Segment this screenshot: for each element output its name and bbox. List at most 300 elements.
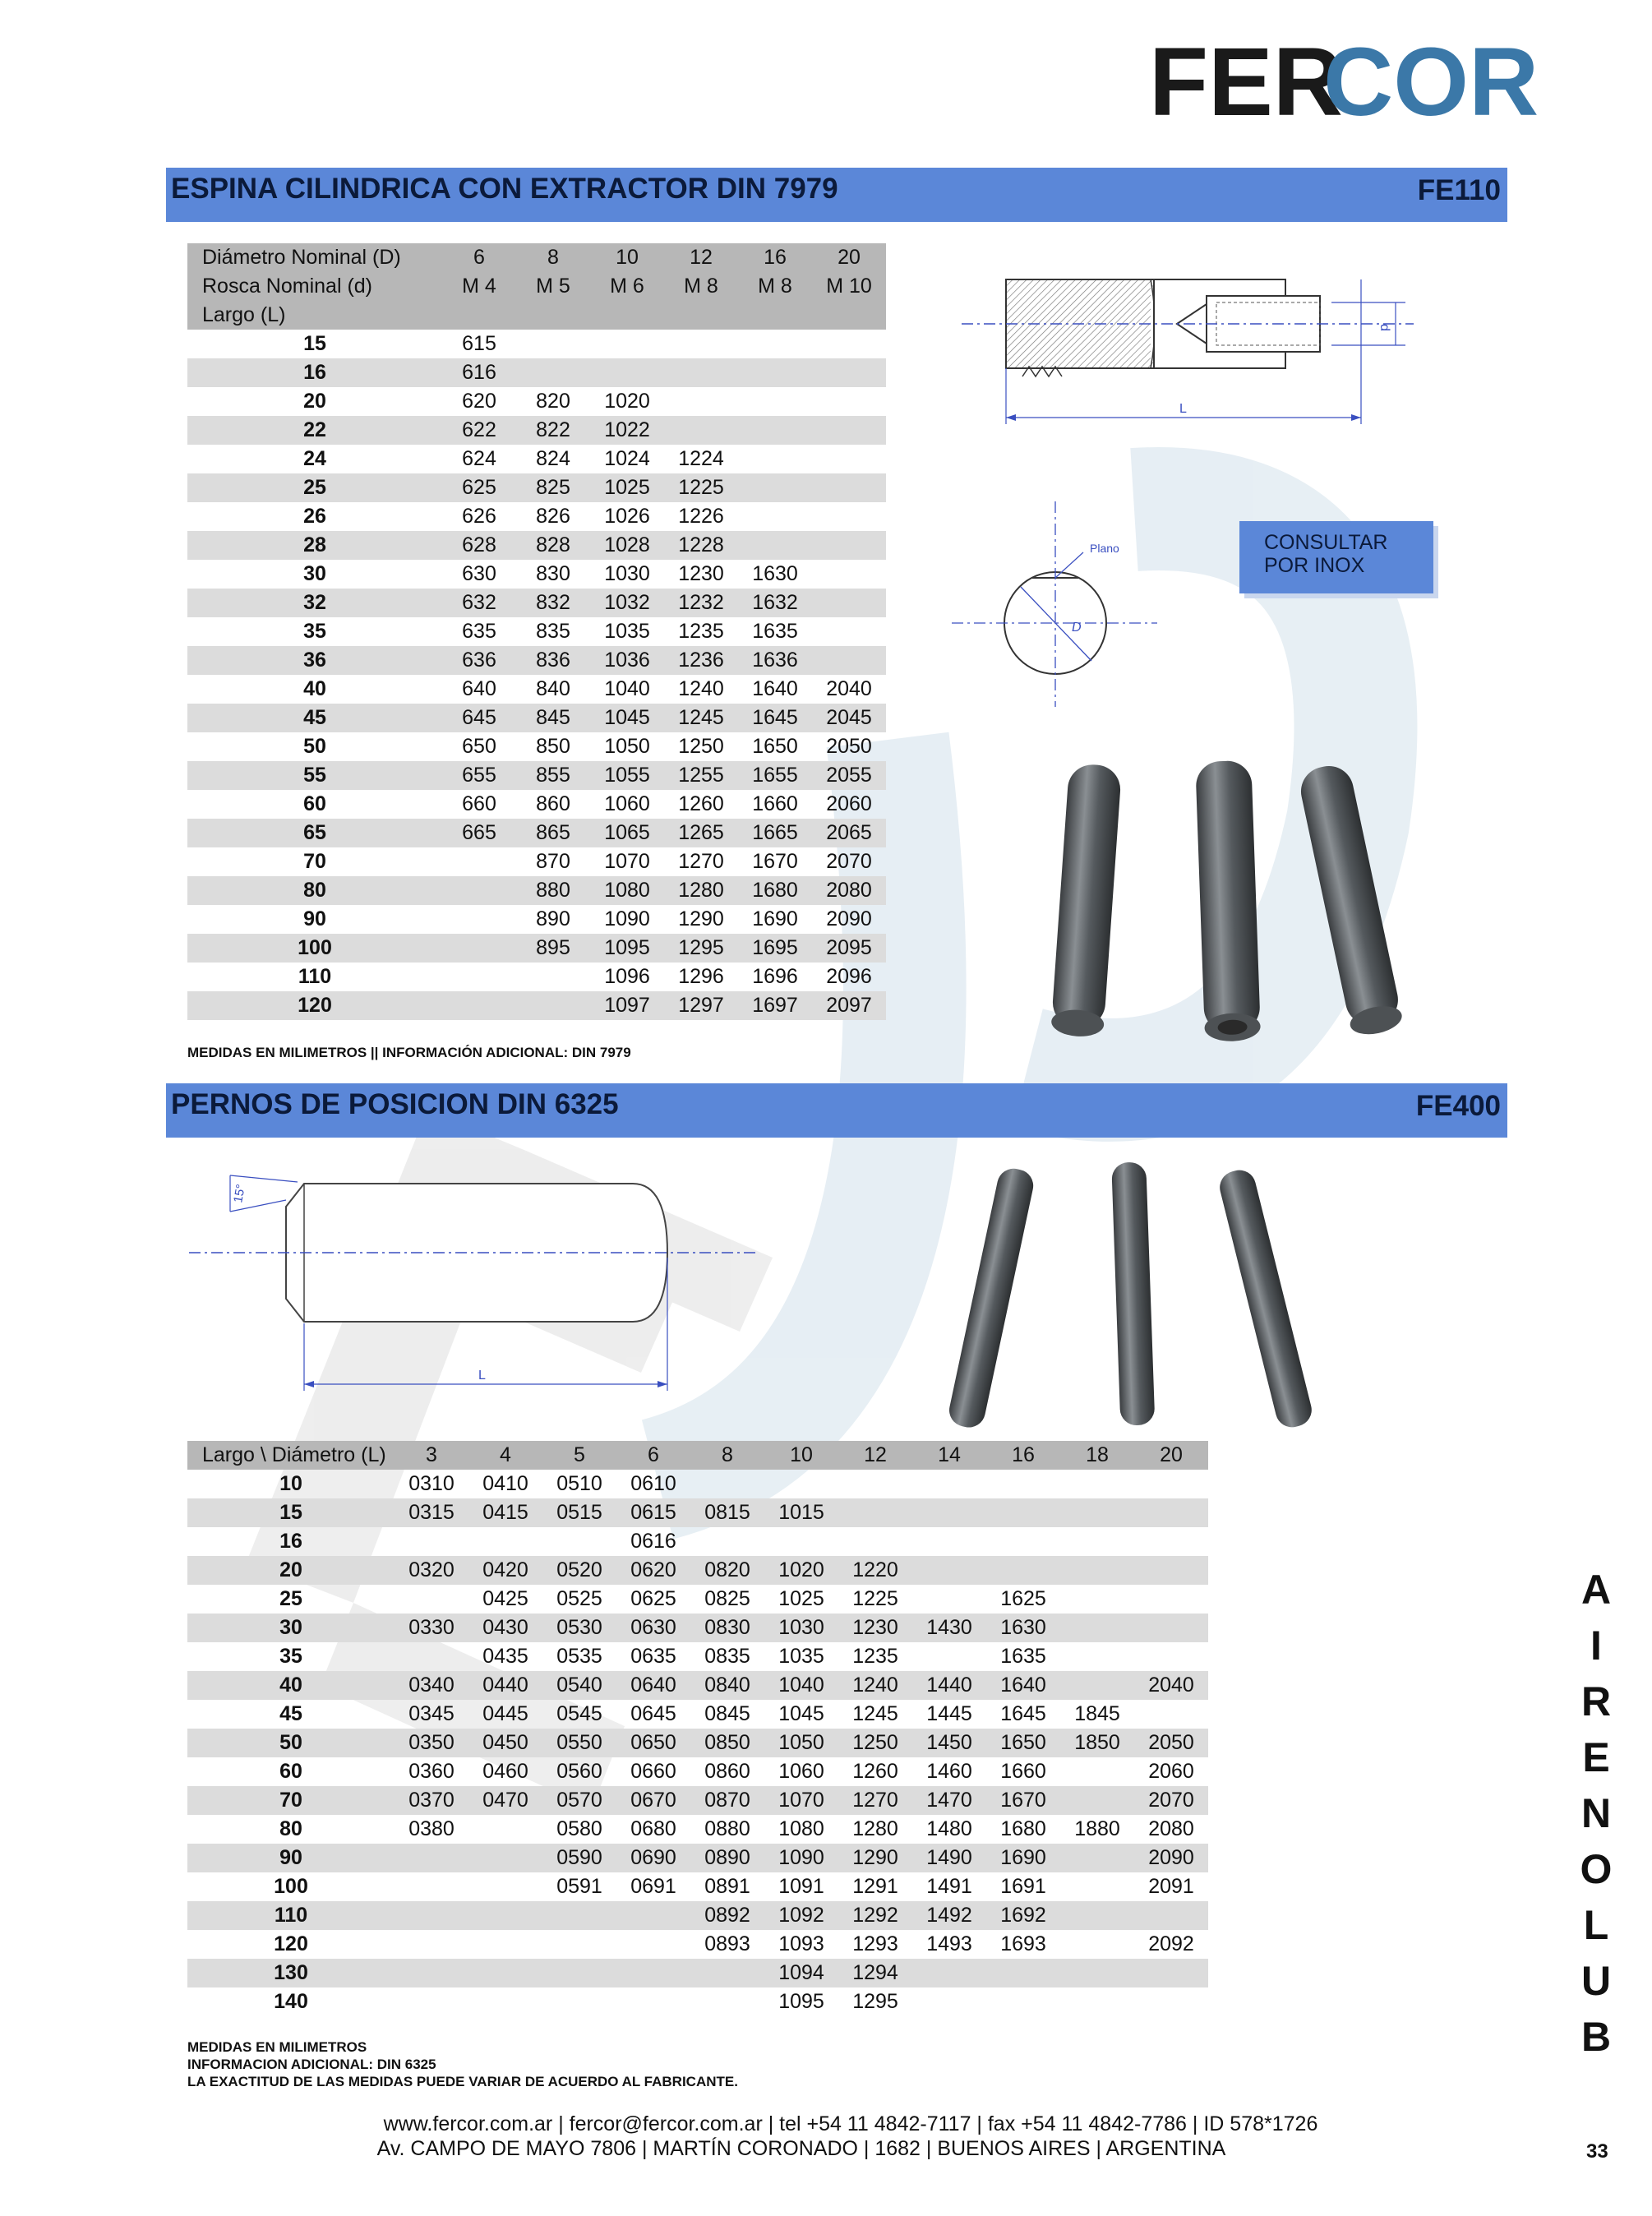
- part-code-cell: 1440: [912, 1671, 986, 1700]
- part-code-cell: 1245: [852, 1702, 898, 1725]
- part-code-cell: [738, 473, 812, 502]
- section1-header-cell: M 10: [812, 272, 886, 301]
- table-row: [187, 819, 886, 847]
- part-code-cell: 1294: [838, 1959, 912, 1987]
- section1-header-cell: 10: [590, 243, 664, 272]
- part-code-cell: [1060, 1470, 1134, 1498]
- part-code-cell: 0340: [395, 1671, 468, 1700]
- part-code-cell: 0520: [542, 1556, 616, 1585]
- part-code-cell: [1134, 1901, 1208, 1930]
- part-code-cell: 1640: [986, 1671, 1060, 1700]
- side-letter: L: [1583, 1902, 1609, 1948]
- section2-code: FE400: [1415, 1090, 1501, 1122]
- part-code-cell: 0870: [690, 1786, 764, 1815]
- part-code-cell: 0580: [556, 1817, 602, 1840]
- part-code-cell: 0590: [542, 1844, 616, 1872]
- section1-title: ESPINA CILINDRICA CON EXTRACTOR DIN 7979: [171, 173, 838, 205]
- part-code-cell: 1670: [752, 850, 798, 873]
- part-code-cell: [516, 963, 590, 991]
- section1-header-cell: [664, 301, 738, 330]
- table-row: [187, 675, 886, 704]
- part-code-cell: 0570: [542, 1786, 616, 1815]
- part-code-cell: 1080: [590, 876, 664, 905]
- part-code-cell: [395, 1930, 468, 1959]
- table-row: [187, 1959, 1208, 1987]
- section2-drawing: [189, 1175, 764, 1406]
- section2-header-cell: 14: [912, 1441, 986, 1470]
- part-code-cell: 1028: [590, 531, 664, 560]
- part-code-cell: [738, 531, 812, 560]
- section1-header-label: Rosca Nominal (d): [187, 272, 442, 301]
- part-code-cell: 1090: [764, 1844, 838, 1872]
- part-code-cell: [764, 1527, 838, 1556]
- table-row: [187, 617, 886, 646]
- part-code-cell: [468, 1987, 542, 2016]
- part-code-cell: 0860: [704, 1760, 750, 1783]
- part-code-cell: [986, 1470, 1060, 1498]
- part-code-cell: [738, 330, 812, 358]
- section1-code: FE110: [1417, 174, 1501, 206]
- section2-header-cell: 4: [468, 1441, 542, 1470]
- part-code-cell: [1134, 1556, 1208, 1585]
- table-row: [187, 646, 886, 675]
- part-code-cell: 2092: [1148, 1932, 1194, 1955]
- row-length-label: 40: [187, 1671, 395, 1700]
- part-code-cell: 0820: [690, 1556, 764, 1585]
- part-code-cell: 2096: [826, 965, 872, 988]
- part-code-cell: 1680: [1000, 1817, 1046, 1840]
- part-code-cell: 0470: [468, 1786, 542, 1815]
- part-code-cell: [590, 330, 664, 358]
- row-length-label: 20: [187, 1556, 395, 1585]
- table-row: [187, 416, 886, 445]
- part-code-cell: [986, 1959, 1060, 1987]
- part-code-cell: [912, 1959, 986, 1987]
- part-code-cell: 1265: [664, 819, 738, 847]
- part-code-cell: 616: [442, 358, 516, 387]
- table-row: [187, 1987, 1208, 2016]
- part-code-cell: [1060, 1614, 1134, 1642]
- table-row: [187, 905, 886, 934]
- part-code-cell: [1060, 1556, 1134, 1585]
- part-code-cell: [986, 1498, 1060, 1527]
- section2-header-cell: 20: [1134, 1441, 1208, 1470]
- part-code-cell: [442, 963, 516, 991]
- part-code-cell: 615: [462, 332, 496, 355]
- part-code-cell: 0360: [408, 1760, 455, 1783]
- part-code-cell: 0680: [630, 1817, 676, 1840]
- part-code-cell: [542, 1527, 616, 1556]
- table-row: [187, 473, 886, 502]
- footer-address: Av. CAMPO DE MAYO 7806 | MARTÍN CORONADO | 1682 | BUENOS AIRES | ARGENTINA: [376, 2137, 1226, 2160]
- part-code-cell: [664, 387, 738, 416]
- part-code-cell: [442, 991, 516, 1020]
- part-code-cell: [690, 1470, 764, 1498]
- part-code-cell: [1060, 1786, 1134, 1815]
- part-code-cell: 0430: [468, 1614, 542, 1642]
- part-code-cell: 1020: [604, 390, 650, 413]
- row-length-label: 15: [187, 1498, 395, 1527]
- part-code-cell: [738, 416, 812, 445]
- part-code-cell: 655: [442, 761, 516, 790]
- part-code-cell: 635: [462, 620, 496, 643]
- part-code-cell: [812, 416, 886, 445]
- part-code-cell: 1091: [778, 1875, 824, 1898]
- part-code-cell: 2080: [812, 876, 886, 905]
- section1-diameter-label: D: [1072, 621, 1082, 635]
- part-code-cell: 0616: [630, 1530, 676, 1553]
- part-code-cell: 1295: [664, 934, 738, 963]
- part-code-cell: [442, 876, 516, 905]
- part-code-cell: [812, 617, 886, 646]
- section1-plano-label: Plano: [1090, 542, 1119, 555]
- table-row: [187, 502, 886, 531]
- part-code-cell: 640: [462, 677, 496, 700]
- side-letter: I: [1590, 1623, 1602, 1669]
- part-code-cell: 626: [462, 505, 496, 528]
- row-length-label: 22: [187, 416, 442, 445]
- section2-title-bar: [166, 1083, 1507, 1138]
- part-code-cell: [1060, 1671, 1134, 1700]
- part-code-cell: 850: [536, 735, 570, 758]
- part-code-cell: 1680: [738, 876, 812, 905]
- row-length-label: 26: [303, 505, 326, 528]
- part-code-cell: 1670: [986, 1786, 1060, 1815]
- part-code-cell: 2040: [826, 677, 872, 700]
- part-code-cell: 1297: [664, 991, 738, 1020]
- part-code-cell: 1296: [678, 965, 724, 988]
- part-code-cell: 0550: [542, 1729, 616, 1757]
- row-length-label: 35: [303, 620, 326, 643]
- part-code-cell: [912, 1527, 986, 1556]
- part-code-cell: 1491: [926, 1875, 972, 1898]
- part-code-cell: [1134, 1527, 1208, 1556]
- side-letter: A: [1580, 1567, 1612, 1613]
- part-code-cell: [812, 358, 886, 387]
- part-code-cell: 1232: [664, 589, 738, 617]
- part-code-cell: 1026: [604, 505, 650, 528]
- section1-header-cell: [738, 301, 812, 330]
- part-code-cell: [1060, 1527, 1134, 1556]
- part-code-cell: 665: [442, 819, 516, 847]
- part-code-cell: 1250: [838, 1729, 912, 1757]
- part-code-cell: 1690: [986, 1844, 1060, 1872]
- table-row: [187, 1642, 1208, 1671]
- part-code-cell: 0545: [556, 1702, 602, 1725]
- part-code-cell: [468, 1527, 542, 1556]
- part-code-cell: 625: [442, 473, 516, 502]
- part-code-cell: [542, 1959, 616, 1987]
- inox-notice: [1239, 521, 1433, 593]
- section2-note-line2: INFORMACION ADICIONAL: DIN 6325: [187, 2057, 436, 2072]
- part-code-cell: 0615: [616, 1498, 690, 1527]
- section1-header-cell: [516, 301, 590, 330]
- part-code-cell: [1060, 1585, 1134, 1614]
- part-code-cell: [812, 445, 886, 473]
- part-code-cell: 865: [516, 819, 590, 847]
- table-row: [187, 358, 886, 387]
- part-code-cell: [468, 1930, 542, 1959]
- part-code-cell: 0310: [408, 1472, 455, 1495]
- section1-header-cell: [812, 301, 886, 330]
- table-row: [187, 790, 886, 819]
- part-code-cell: [1060, 1757, 1134, 1786]
- part-code-cell: 1665: [738, 819, 812, 847]
- table-row: [187, 732, 886, 761]
- part-code-cell: 836: [516, 646, 590, 675]
- part-code-cell: 1240: [838, 1671, 912, 1700]
- table-row: [187, 445, 886, 473]
- part-code-cell: 1094: [764, 1959, 838, 1987]
- part-code-cell: 1260: [852, 1760, 898, 1783]
- row-length-label: 28: [187, 531, 442, 560]
- logo-part2: COR: [1323, 28, 1539, 136]
- part-code-cell: 828: [516, 531, 590, 560]
- row-length-label: 40: [303, 677, 326, 700]
- side-letter: O: [1580, 1846, 1613, 1892]
- table-row: [187, 1498, 1208, 1527]
- part-code-cell: [738, 502, 812, 531]
- part-code-cell: 1030: [764, 1614, 838, 1642]
- part-code-cell: 1045: [590, 704, 664, 732]
- part-code-cell: 1228: [664, 531, 738, 560]
- part-code-cell: [395, 1844, 468, 1872]
- part-code-cell: 1635: [1000, 1645, 1046, 1668]
- part-code-cell: 2055: [812, 761, 886, 790]
- section1-pins-photo: [1027, 748, 1438, 1060]
- section1-side-drawing: [945, 263, 1422, 436]
- part-code-cell: 630: [462, 562, 496, 585]
- part-code-cell: 1020: [764, 1556, 838, 1585]
- part-code-cell: 1632: [738, 589, 812, 617]
- part-code-cell: 1490: [912, 1844, 986, 1872]
- part-code-cell: [395, 1901, 468, 1930]
- part-code-cell: [1134, 1959, 1208, 1987]
- row-length-label: 45: [187, 704, 442, 732]
- part-code-cell: [812, 531, 886, 560]
- part-code-cell: [395, 1527, 468, 1556]
- table-row: [187, 589, 886, 617]
- part-code-cell: 1097: [590, 991, 664, 1020]
- part-code-cell: 1630: [752, 562, 798, 585]
- part-code-cell: 820: [536, 390, 570, 413]
- part-code-cell: [442, 847, 516, 876]
- part-code-cell: 1492: [912, 1901, 986, 1930]
- part-code-cell: 2060: [1148, 1760, 1194, 1783]
- part-code-cell: 0440: [468, 1671, 542, 1700]
- table-row: [187, 330, 886, 358]
- section2-header-cell: 5: [542, 1441, 616, 1470]
- table-row: [187, 1729, 1208, 1757]
- part-code-cell: 870: [536, 850, 570, 873]
- part-code-cell: 0560: [556, 1760, 602, 1783]
- part-code-cell: 1096: [604, 965, 650, 988]
- part-code-cell: [616, 1930, 690, 1959]
- row-length-label: 55: [187, 761, 442, 790]
- part-code-cell: 1025: [590, 473, 664, 502]
- part-code-cell: [516, 330, 590, 358]
- part-code-cell: 2065: [812, 819, 886, 847]
- part-code-cell: 2050: [1134, 1729, 1208, 1757]
- part-code-cell: [395, 1987, 468, 2016]
- part-code-cell: 1032: [590, 589, 664, 617]
- part-code-cell: 1660: [1000, 1760, 1046, 1783]
- part-code-cell: [664, 358, 738, 387]
- part-code-cell: 0835: [704, 1645, 750, 1668]
- table-row: [187, 991, 886, 1020]
- section1-header-cell: M 4: [442, 272, 516, 301]
- part-code-cell: [664, 330, 738, 358]
- part-code-cell: [690, 1987, 764, 2016]
- part-code-cell: 1880: [1074, 1817, 1120, 1840]
- part-code-cell: 0350: [395, 1729, 468, 1757]
- table-row: [187, 1815, 1208, 1844]
- part-code-cell: [812, 646, 886, 675]
- part-code-cell: 1692: [986, 1901, 1060, 1930]
- part-code-cell: 0345: [408, 1702, 455, 1725]
- section2-header-row: [187, 1441, 1208, 1470]
- table-row: [187, 704, 886, 732]
- part-code-cell: 1235: [852, 1645, 898, 1668]
- section1-header-cell: M 8: [738, 272, 812, 301]
- part-code-cell: 1295: [852, 1990, 898, 2013]
- part-code-cell: [912, 1470, 986, 1498]
- part-code-cell: 1280: [664, 876, 738, 905]
- part-code-cell: 1690: [752, 907, 798, 930]
- part-code-cell: 1045: [778, 1702, 824, 1725]
- part-code-cell: 0660: [630, 1760, 676, 1783]
- part-code-cell: [838, 1498, 912, 1527]
- table-row: [187, 876, 886, 905]
- part-code-cell: 0630: [616, 1614, 690, 1642]
- part-code-cell: 0825: [704, 1587, 750, 1610]
- table-row: [187, 1614, 1208, 1642]
- part-code-cell: [764, 1470, 838, 1498]
- part-code-cell: 645: [442, 704, 516, 732]
- row-length-label: 60: [279, 1760, 302, 1783]
- table-row: [187, 963, 886, 991]
- part-code-cell: 860: [536, 792, 570, 815]
- row-length-label: 10: [279, 1472, 302, 1495]
- part-code-cell: [838, 1470, 912, 1498]
- part-code-cell: [395, 1642, 468, 1671]
- part-code-cell: 1035: [778, 1645, 824, 1668]
- part-code-cell: [986, 1527, 1060, 1556]
- part-code-cell: 0320: [395, 1556, 468, 1585]
- part-code-cell: 0410: [482, 1472, 528, 1495]
- table-row: [187, 1930, 1208, 1959]
- part-code-cell: 890: [536, 907, 570, 930]
- row-length-label: 100: [187, 934, 442, 963]
- part-code-cell: 1050: [764, 1729, 838, 1757]
- part-code-cell: [1134, 1614, 1208, 1642]
- part-code-cell: 0591: [556, 1875, 602, 1898]
- part-code-cell: 1660: [752, 792, 798, 815]
- part-code-cell: 0645: [630, 1702, 676, 1725]
- section1-header-row: [187, 243, 886, 272]
- part-code-cell: 0330: [395, 1614, 468, 1642]
- section1-header-cell: M 5: [516, 272, 590, 301]
- part-code-cell: 1635: [752, 620, 798, 643]
- part-code-cell: [395, 1959, 468, 1987]
- section2-header-cell: 18: [1060, 1441, 1134, 1470]
- part-code-cell: 1236: [664, 646, 738, 675]
- row-length-label: 70: [187, 1786, 395, 1815]
- part-code-cell: 1693: [1000, 1932, 1046, 1955]
- part-code-cell: [664, 416, 738, 445]
- part-code-cell: 0893: [704, 1932, 750, 1955]
- part-code-cell: 2050: [826, 735, 872, 758]
- part-code-cell: 1245: [664, 704, 738, 732]
- part-code-cell: [542, 1987, 616, 2016]
- row-length-label: 90: [303, 907, 326, 930]
- part-code-cell: [912, 1498, 986, 1527]
- section1-header-label: Diámetro Nominal (D): [187, 243, 442, 272]
- part-code-cell: 0610: [630, 1472, 676, 1495]
- part-code-cell: [1060, 1844, 1134, 1872]
- part-code-cell: 1280: [852, 1817, 898, 1840]
- part-code-cell: 0635: [630, 1645, 676, 1668]
- part-code-cell: 1630: [986, 1614, 1060, 1642]
- part-code-cell: 1050: [604, 735, 650, 758]
- part-code-cell: [1060, 1642, 1134, 1671]
- page-number: 33: [1586, 2140, 1608, 2163]
- part-code-cell: 660: [462, 792, 496, 815]
- part-code-cell: 1696: [752, 965, 798, 988]
- table-row: [187, 1671, 1208, 1700]
- part-code-cell: 2060: [826, 792, 872, 815]
- row-length-label: 130: [187, 1959, 395, 1987]
- section1-header-cell: 16: [738, 243, 812, 272]
- row-length-label: 32: [187, 589, 442, 617]
- part-code-cell: [812, 589, 886, 617]
- part-code-cell: 835: [536, 620, 570, 643]
- part-code-cell: 1460: [926, 1760, 972, 1783]
- row-length-label: 120: [274, 1932, 308, 1955]
- part-code-cell: 1230: [678, 562, 724, 585]
- part-code-cell: [468, 1872, 542, 1901]
- part-code-cell: [1060, 1930, 1134, 1959]
- row-length-label: 50: [187, 1729, 395, 1757]
- part-code-cell: 0815: [690, 1498, 764, 1527]
- part-code-cell: [468, 1815, 542, 1844]
- row-length-label: 15: [303, 332, 326, 355]
- part-code-cell: 880: [516, 876, 590, 905]
- table-row: [187, 560, 886, 589]
- part-code-cell: 1691: [1000, 1875, 1046, 1898]
- part-code-cell: 0691: [630, 1875, 676, 1898]
- table-row: [187, 1786, 1208, 1815]
- table-row: [187, 1585, 1208, 1614]
- part-code-cell: [590, 358, 664, 387]
- section1-header-cell: 6: [442, 243, 516, 272]
- section1-thread-label: d: [1377, 324, 1391, 331]
- part-code-cell: 1224: [678, 447, 724, 470]
- row-length-label: 65: [187, 819, 442, 847]
- part-code-cell: 620: [462, 390, 496, 413]
- part-code-cell: 1645: [1000, 1702, 1046, 1725]
- part-code-cell: 1291: [852, 1875, 898, 1898]
- part-code-cell: [1060, 1498, 1134, 1527]
- part-code-cell: 1290: [678, 907, 724, 930]
- part-code-cell: 1290: [838, 1844, 912, 1872]
- table-row: [187, 1901, 1208, 1930]
- part-code-cell: 1260: [678, 792, 724, 815]
- part-code-cell: 840: [536, 677, 570, 700]
- table-row: [187, 1527, 1208, 1556]
- part-code-cell: 824: [536, 447, 570, 470]
- part-code-cell: 622: [442, 416, 516, 445]
